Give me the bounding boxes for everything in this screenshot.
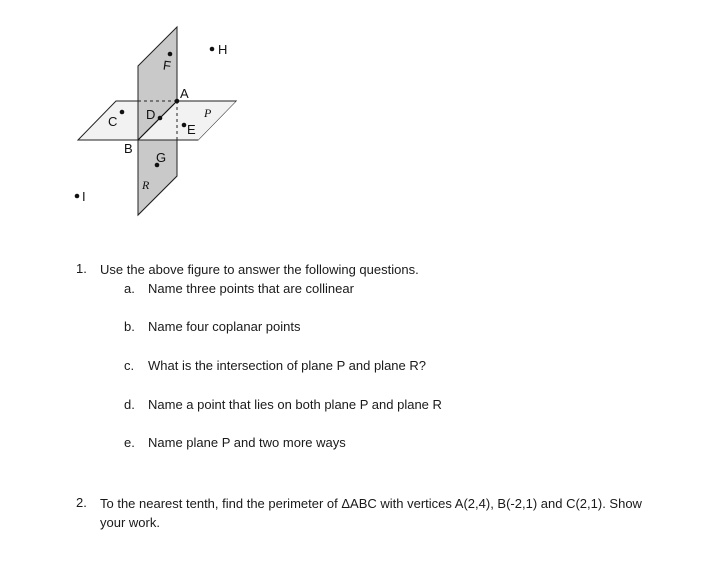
- q1-part-c-text: What is the intersection of plane P and plane R?: [148, 358, 426, 373]
- label-plane-p: P: [204, 106, 212, 120]
- label-d: D: [146, 107, 156, 122]
- q1-part-d-letter: d.: [124, 397, 135, 412]
- label-a: A: [180, 86, 189, 101]
- q1-part-b-letter: b.: [124, 319, 135, 334]
- q1-part-a-text: Name three points that are collinear: [148, 281, 354, 296]
- q1-part-e-text: Name plane P and two more ways: [148, 435, 346, 450]
- label-c: C: [108, 114, 118, 129]
- question-1-text: Use the above figure to answer the following questions.: [100, 262, 419, 277]
- question-2-number: 2.: [76, 495, 87, 510]
- q1-part-b-text: Name four coplanar points: [148, 319, 301, 334]
- question-1-number: 1.: [76, 261, 87, 276]
- label-i: I: [82, 189, 86, 204]
- question-2-text-line2: your work.: [100, 515, 160, 530]
- label-g: G: [156, 150, 167, 165]
- point-e: [182, 123, 187, 128]
- q1-part-a-letter: a.: [124, 281, 135, 296]
- point-h: [210, 47, 215, 52]
- q1-part-e-letter: e.: [124, 435, 135, 450]
- point-f: [168, 52, 173, 57]
- label-plane-r: R: [142, 178, 150, 192]
- label-f: F: [162, 57, 173, 74]
- geometry-figure: [0, 0, 300, 230]
- point-a: [175, 99, 180, 104]
- question-2-text-line1: To the nearest tenth, find the perimeter of ΔABC with vertices A(2,4), B(-2,1) and C(2,1). Show: [100, 496, 642, 511]
- point-i: [75, 194, 80, 199]
- label-h: H: [218, 42, 228, 57]
- label-e: E: [187, 122, 196, 137]
- label-b: B: [124, 141, 133, 156]
- q1-part-d-text: Name a point that lies on both plane P and plane R: [148, 397, 442, 412]
- q1-part-c-letter: c.: [124, 358, 135, 373]
- point-d: [158, 116, 163, 121]
- point-c: [120, 110, 125, 115]
